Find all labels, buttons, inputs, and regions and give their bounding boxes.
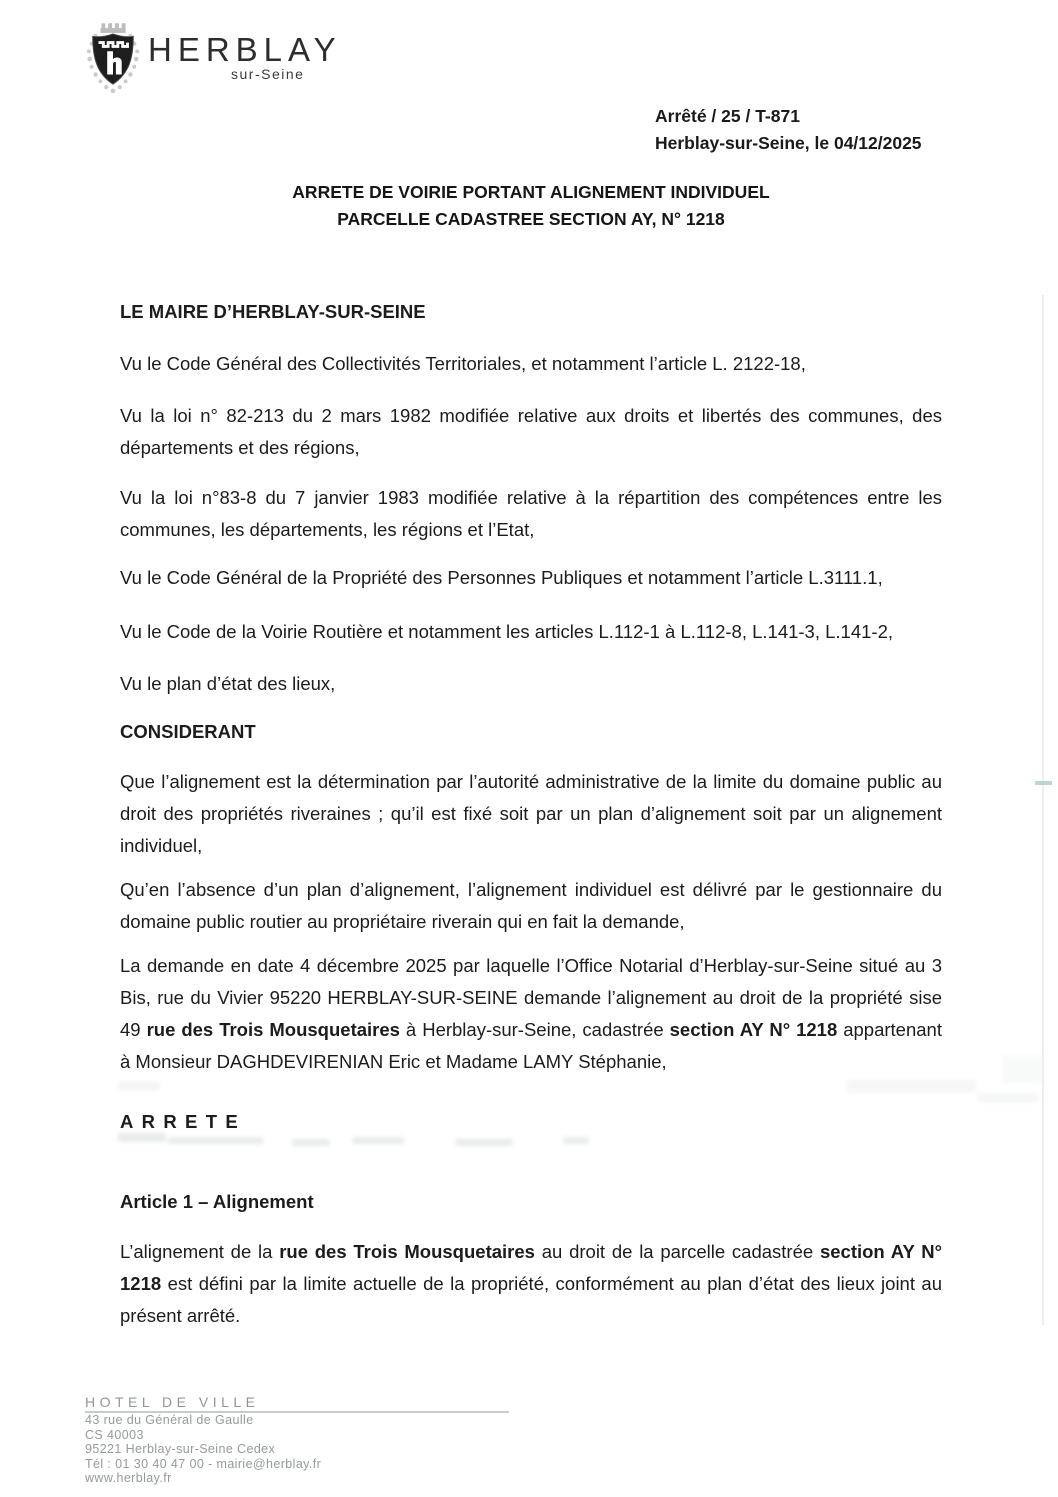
- article-1-text-2: au droit de la parcelle cadastrée: [534, 1241, 820, 1262]
- title-line-1: ARRETE DE VOIRIE PORTANT ALIGNEMENT INDIVIDUEL: [292, 182, 770, 202]
- article-1-heading: Article 1 – Alignement: [120, 1191, 314, 1212]
- cadastre-section: section AY N° 1218: [669, 1019, 838, 1040]
- scan-edge-line: [1042, 295, 1044, 1325]
- article-1-text-3: est défini par la limite actuelle de la propriété, conformément au plan d’état des lieux joint au présent arrêté.: [120, 1273, 942, 1326]
- demande-text-1: La demande en date 4 décembre 2025 par laquelle l’Office Notarial d’Herblay-sur-Seine situé au 3 Bis, rue du Vivier 95220 HERBLAY-SUR-SEINE demande l’alignement au droit de la propriété sise 49: [120, 955, 942, 1040]
- footer-address-3: 95221 Herblay-sur-Seine Cedex: [85, 1442, 276, 1456]
- footer-website: www.herblay.fr: [85, 1471, 172, 1485]
- vu-paragraph-4: Vu le Code Général de la Propriété des Personnes Publiques et notamment l’article L.3111.1,: [120, 567, 883, 588]
- scan-smudge: [846, 1080, 976, 1093]
- place-date: Herblay-sur-Seine, le 04/12/2025: [655, 133, 922, 153]
- scan-smudge: [118, 1082, 160, 1090]
- article-1-text-1: L’alignement de la: [120, 1241, 280, 1262]
- considerant-heading: CONSIDERANT: [120, 721, 256, 742]
- scan-smudge: [168, 1137, 263, 1144]
- opening-heading: LE MAIRE D’HERBLAY-SUR-SEINE: [120, 301, 426, 322]
- arrete-number: Arrêté / 25 / T-871: [655, 106, 800, 126]
- cadastre-section-2: section AY N° 1218: [120, 1241, 943, 1294]
- footer-contact: Tél : 01 30 40 47 00 - mairie@herblay.fr: [85, 1456, 322, 1471]
- demande-text-2: à Herblay-sur-Seine, cadastrée: [399, 1019, 670, 1040]
- footer-address-2: CS 40003: [85, 1427, 144, 1442]
- logo-wordmark: HERBLAY: [148, 31, 342, 68]
- vu-paragraph-5: Vu le Code de la Voirie Routière et notamment les articles L.112-1 à L.112-8, L.141-3, L.141-2,: [120, 621, 894, 642]
- reference-block: [655, 103, 922, 157]
- footer-block: [85, 1394, 509, 1486]
- vu-paragraph-2: Vu la loi n° 82-213 du 2 mars 1982 modifiée relative aux droits et libertés des communes, des départements et des régions,: [120, 405, 942, 458]
- footer-title: HOTEL DE VILLE: [85, 1394, 509, 1413]
- considerant-paragraph-1: Que l’alignement est la détermination par l’autorité administrative de la limite du domaine public au droit des propriétés riveraines ; qu’il est fixé soit par un plan d’alignement soit par un alignement individuel,: [120, 771, 942, 856]
- scan-smudge: [563, 1137, 589, 1144]
- document-body: [120, 296, 942, 1332]
- vu-paragraph-6: Vu le plan d’état des lieux,: [120, 673, 336, 694]
- scan-edge-mark: [1035, 781, 1052, 785]
- demande-text-3: appartenant à Monsieur DAGHDEVIRENIAN Eric et Madame LAMY Stéphanie,: [120, 1019, 942, 1072]
- title-line-2: PARCELLE CADASTREE SECTION AY, N° 1218: [337, 209, 725, 229]
- logo-subtitle: sur-Seine: [231, 66, 305, 82]
- arrete-heading: ARRETE: [120, 1111, 247, 1132]
- scan-smudge: [978, 1093, 1038, 1103]
- street-name: rue des Trois Mousquetaires: [146, 1019, 400, 1040]
- article-1-paragraph: [120, 1236, 942, 1332]
- document-title: [120, 179, 942, 233]
- street-name-2: rue des Trois Mousquetaires: [279, 1241, 535, 1262]
- considerant-paragraph-2: Qu’en l’absence d’un plan d’alignement, l’alignement individuel est délivré par le gestionnaire du domaine public routier au propriétaire riverain qui en fait la demande,: [120, 879, 942, 932]
- vu-paragraph-1: Vu le Code Général des Collectivités Territoriales, et notamment l’article L. 2122-18,: [120, 353, 806, 374]
- scan-smudge: [1002, 1055, 1044, 1083]
- herblay-crest-icon: [84, 22, 142, 98]
- demande-paragraph: [120, 950, 942, 1078]
- footer-address-1: 43 rue du Général de Gaulle: [85, 1413, 254, 1427]
- vu-paragraph-3: Vu la loi n°83-8 du 7 janvier 1983 modifiée relative à la répartition des compétences entre les communes, les départements, les régions et l’Etat,: [120, 487, 942, 540]
- scan-smudge: [352, 1137, 404, 1144]
- scan-smudge: [292, 1139, 330, 1146]
- scan-smudge: [118, 1133, 166, 1142]
- scan-smudge: [455, 1139, 513, 1146]
